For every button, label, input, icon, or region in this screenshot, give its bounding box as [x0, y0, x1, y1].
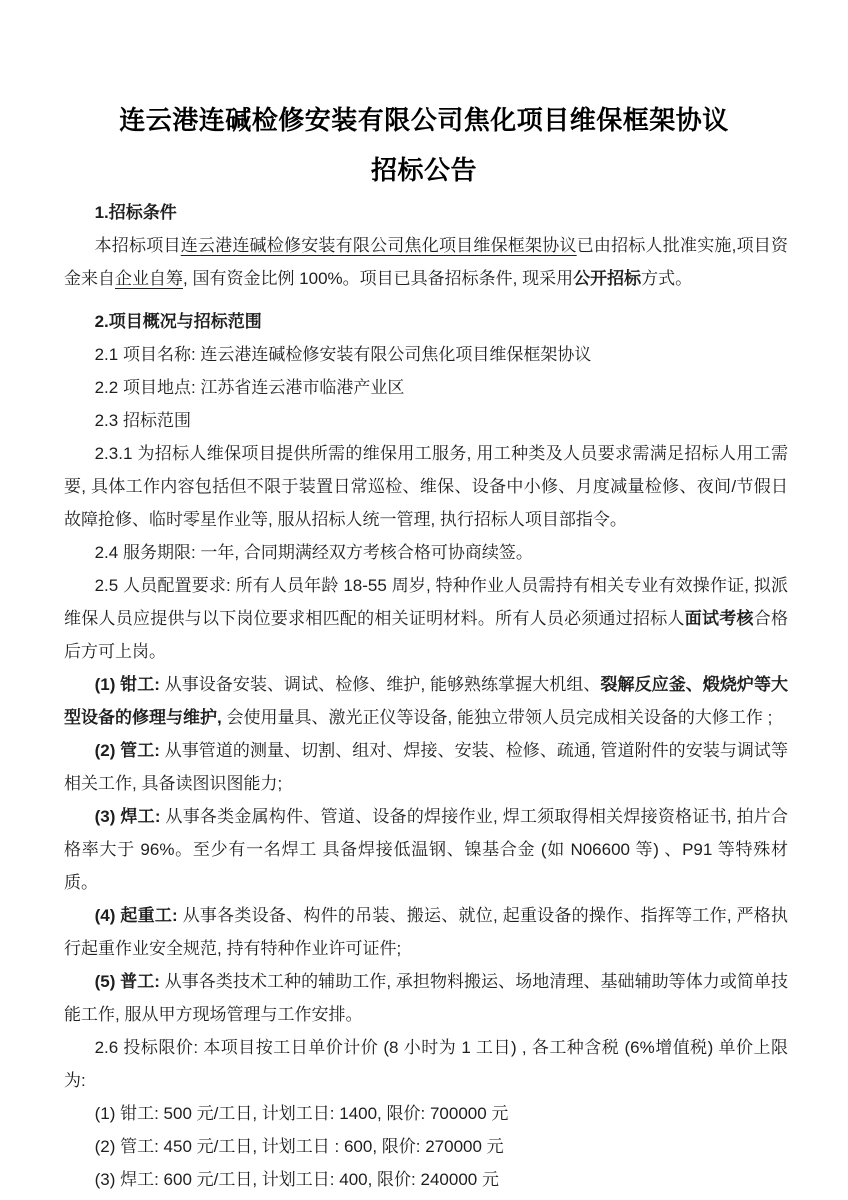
document-body [0, 196, 848, 1196]
text-segment: (2) 管工: [94, 741, 165, 760]
text-segment: 合格后方可上岗。 [64, 609, 789, 661]
para-job-2-pipefitter [64, 734, 788, 800]
text-segment: 2.1 项目名称: 连云港连碱检修安装有限公司焦化项目维保框架协议 [94, 345, 592, 364]
para-2-6-bid-price-limit [64, 1031, 788, 1097]
text-segment: 2.3 招标范围 [94, 411, 191, 430]
text-segment: (3) 焊工: [94, 807, 166, 826]
text-segment: 2.6 投标限价: 本项目按工日单价计价 (8 小时为 1 工日) , 各工种含税 (6%增值税) 单价上限为: [64, 1038, 788, 1090]
para-2-3-1-scope-detail [64, 437, 788, 536]
text-segment: 从事各类设备、构件的吊装、搬运、就位, 起重设备的操作、指挥等工作, 严格执行起重作业安全规范, 持有特种作业许可证件; [64, 906, 788, 958]
para-job-1-fitter [64, 668, 788, 734]
text-segment: 从事各类技术工种的辅助工作, 承担物料搬运、场地清理、基础辅助等体力或简单技能工作, 服从甲方现场管理与工作安排。 [64, 972, 788, 1024]
para-price-2-pipefitter [64, 1130, 788, 1163]
para-2-4-service-term [64, 536, 788, 569]
document-title [0, 0, 848, 196]
para-2-5-staffing-requirements [64, 569, 788, 668]
para-job-5-laborer [64, 965, 788, 1031]
text-segment: 连云港连碱检修安装有限公司焦化项目维保框架协议 [180, 236, 577, 255]
text-segment: (5) 普工: [94, 972, 165, 991]
document-title-line-1: 连云港连碱检修安装有限公司焦化项目维保框架协议 [119, 106, 729, 135]
document-title-line-2: 招标公告 [370, 156, 477, 185]
text-segment: 2.2 项目地点: 江苏省连云港市临港产业区 [94, 378, 405, 397]
text-segment: 2.3.1 为招标人维保项目提供所需的维保用工服务, 用工种类及人员要求需满足招标人用工需要, 具体工作内容包括但不限于装置日常巡检、维保、设备中小修、月度减量检修、夜间/节假日故障抢修、临时零星作业等, 服从招标人统一管理, 执行招标人项目部指令。 [64, 444, 788, 529]
text-segment: 从事管道的测量、切割、组对、焊接、安装、检修、疏通, 管道附件的安装与调试等相关工作, 具备读图识图能力; [64, 741, 788, 793]
text-segment: 本招标项目 [94, 236, 181, 255]
text-segment: , 国有资金比例 100%。项目已具备招标条件, 现采用 [183, 269, 574, 288]
text-segment: 2.4 服务期限: 一年, 合同期满经双方考核合格可协商续签。 [94, 543, 533, 562]
text-segment: (4) 起重工: [94, 906, 183, 925]
text-segment: 从事设备安装、调试、检修、维护, 能够熟练掌握大机组、 [164, 675, 601, 694]
text-segment: 企业自筹 [115, 269, 183, 288]
para-job-4-rigger [64, 899, 788, 965]
text-segment: 面试考核 [684, 609, 754, 628]
para-2-3-tender-scope [64, 404, 788, 437]
text-segment: (3) 焊工: 600 元/工日, 计划工日: 400, 限价: 240000 元 [94, 1170, 499, 1189]
section-2-heading [64, 305, 788, 338]
para-2-1-project-name [64, 338, 788, 371]
para-price-1-fitter [64, 1097, 788, 1130]
para-tender-conditions [64, 229, 788, 295]
text-segment: 已由招标人批准实施,项目资金来自 [64, 236, 789, 288]
para-2-2-project-location [64, 371, 788, 404]
text-segment: 从事各类金属构件、管道、设备的焊接作业, 焊工须取得相关焊接资格证书, 拍片合格率大于 96%。至少有一名焊工 具备焊接低温钢、镍基合金 (如 N06600 等) 、P91 等特殊材质。 [64, 807, 788, 892]
para-price-3-welder [64, 1163, 788, 1196]
text-segment: 2.项目概况与招标范围 [94, 312, 262, 331]
section-1-heading [64, 196, 788, 229]
text-segment: (1) 钳工: [94, 675, 165, 694]
text-segment: 1.招标条件 [94, 203, 177, 222]
para-job-3-welder [64, 800, 788, 899]
text-segment: (1) 钳工: 500 元/工日, 计划工日: 1400, 限价: 700000 元 [94, 1104, 509, 1123]
text-segment: 方式。 [641, 269, 693, 288]
text-segment: 2.5 人员配置要求: 所有人员年龄 18-55 周岁, 特种作业人员需持有相关专业有效操作证, 拟派维保人员应提供与以下岗位要求相匹配的相关证明材料。所有人员必须通过招标人 [64, 576, 788, 628]
text-segment: (2) 管工: 450 元/工日, 计划工日 : 600, 限价: 270000 元 [94, 1137, 504, 1156]
text-segment: 公开招标 [573, 269, 642, 288]
text-segment: 裂解反应釜、煅烧炉等大型设备的修理与维护, [64, 675, 788, 727]
text-segment: 会使用量具、激光正仪等设备, 能独立带领人员完成相关设备的大修工作 ; [226, 708, 773, 727]
